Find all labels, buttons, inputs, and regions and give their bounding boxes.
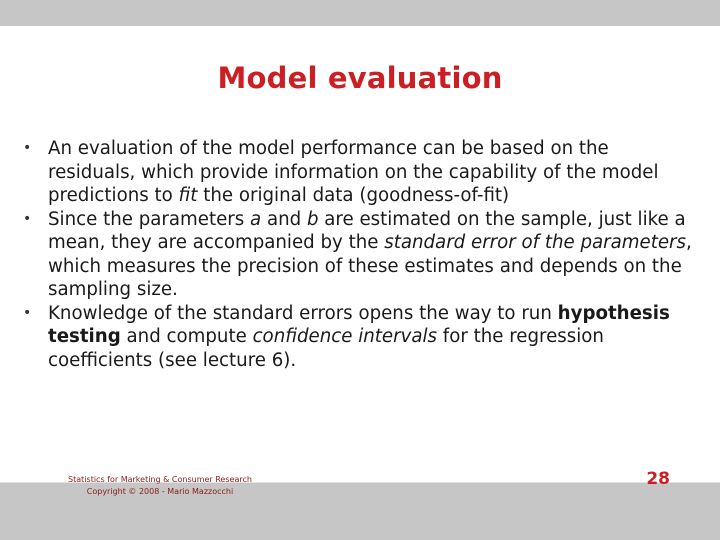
bullet-text	[48, 302, 698, 373]
bullet-segment: are estimated on the sample, just like a mean, they are accompanied by the	[48, 208, 686, 253]
bullet-segment-italic: b	[306, 208, 319, 230]
bullet-segment: , which measures the precision of these estimates and depends on the sampling size.	[48, 232, 692, 300]
bullet-segment-italic: standard error of the parameters	[384, 232, 686, 253]
bullet-segment: Since the parameters	[48, 208, 250, 230]
bullet-list	[22, 137, 698, 372]
bullet-text	[48, 208, 698, 302]
bullet-segment: and	[261, 208, 307, 230]
bullet-dot-icon: •	[23, 304, 32, 321]
footer-credit-line: Statistics for Marketing & Consumer Research	[68, 475, 252, 484]
footer-copyright-line: Copyright © 2008 - Mario Mazzocchi	[86, 487, 234, 496]
bullet-segment: and compute	[120, 326, 253, 347]
bullet-segment: Knowledge of the standard errors opens the way to run	[48, 302, 558, 324]
footer-credit	[30, 474, 290, 498]
bullet-item	[22, 302, 698, 373]
bullet-segment-italic: a	[250, 208, 262, 230]
bullet-segment-bold: hypothesis testing	[48, 302, 670, 347]
bullet-segment-italic: fit	[178, 185, 198, 206]
bullet-segment: An evaluation of the model performance can be based on the residuals, which provide information on the capability of the model predictions to	[48, 138, 659, 206]
bullet-dot-icon: •	[23, 210, 32, 227]
header-band	[0, 0, 720, 26]
bullet-segment: the original data (goodness-of-fit)	[197, 185, 510, 206]
page-number: 28	[646, 469, 670, 489]
slide-title: Model evaluation	[217, 61, 503, 95]
bullet-segment: for the regression coefficients (see lecture 6).	[48, 326, 604, 371]
bullet-text	[48, 137, 698, 208]
bullet-item	[22, 137, 698, 208]
bullet-item	[22, 208, 698, 302]
bullet-segment-italic: confidence intervals	[252, 326, 438, 347]
bullet-dot-icon: •	[23, 140, 32, 156]
